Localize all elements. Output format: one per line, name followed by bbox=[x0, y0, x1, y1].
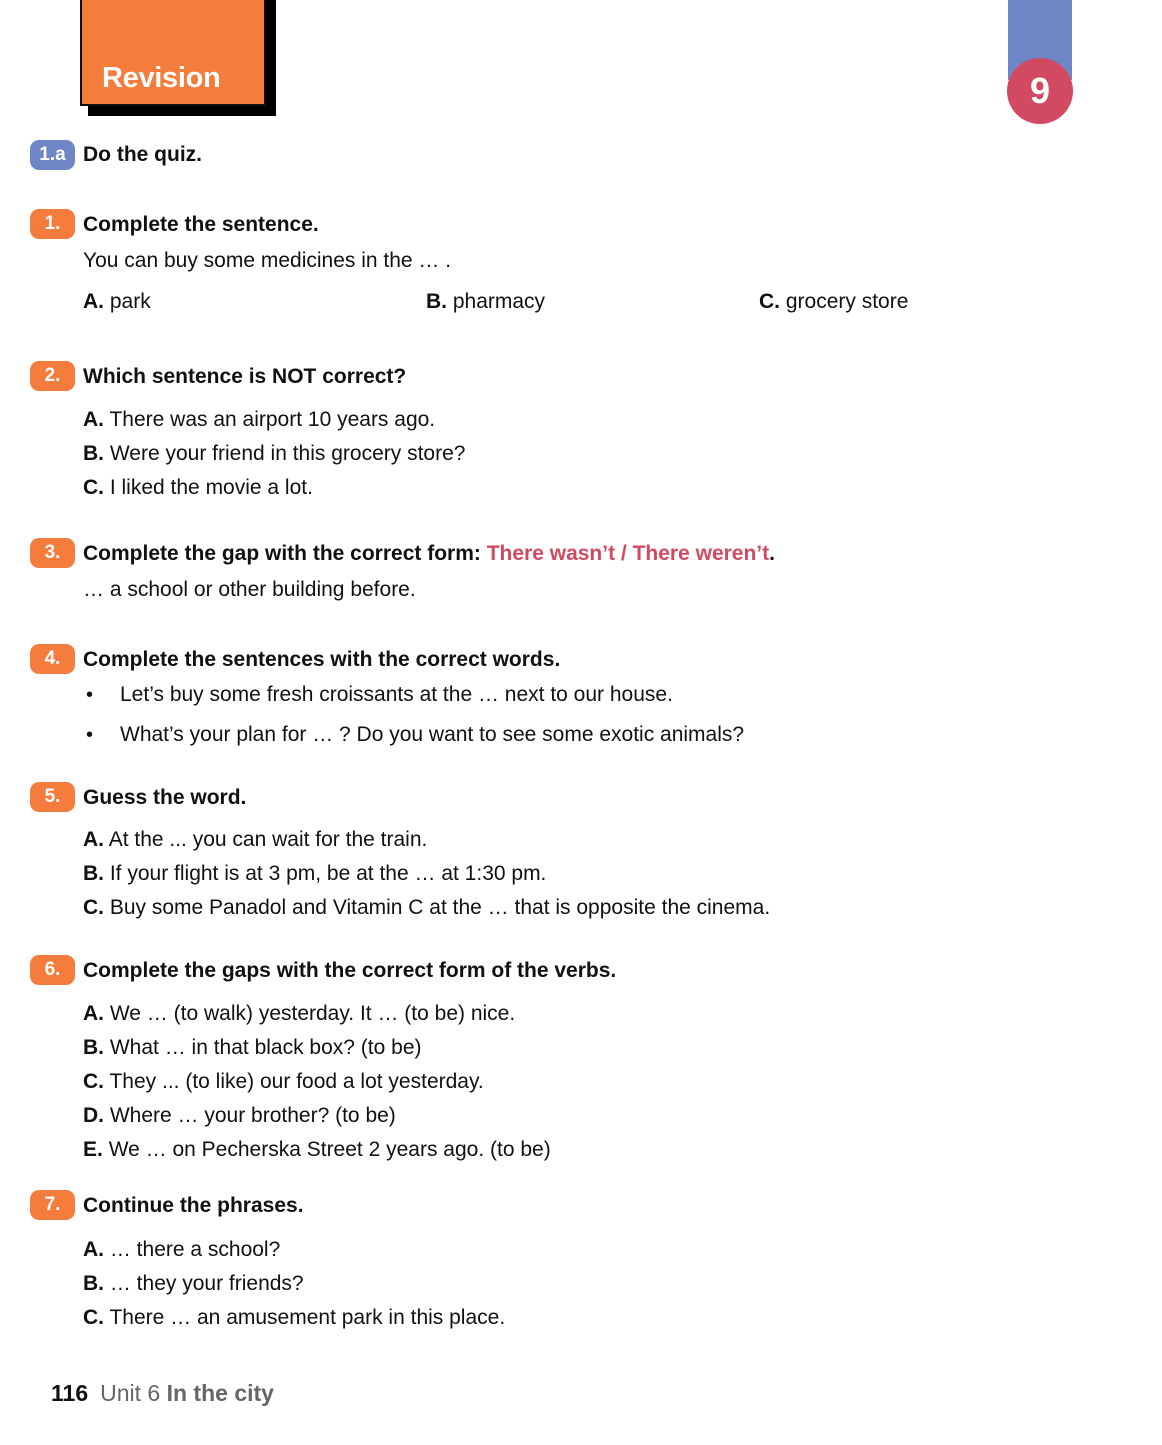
option-2-a: A. There was an airport 10 years ago. bbox=[83, 408, 436, 431]
option-6-c: C. They ... (to like) our food a lot yesterday. bbox=[83, 1070, 484, 1093]
task-badge: 1.a bbox=[30, 140, 75, 170]
option-2-b: B. Were your friend in this grocery store? bbox=[83, 442, 466, 465]
question-prompt-1: You can buy some medicines in the … . bbox=[83, 249, 452, 272]
option-5-a: A. At the ... you can wait for the train. bbox=[83, 828, 428, 851]
page-footer bbox=[51, 1380, 274, 1407]
question-title-3: Complete the gap with the correct form: There wasn’t / There weren’t. bbox=[83, 542, 775, 565]
question-prompt-3: … a school or other building before. bbox=[83, 578, 416, 601]
task-title: Do the quiz. bbox=[83, 143, 202, 166]
option-5-b: B. If your flight is at 3 pm, be at the … at 1:30 pm. bbox=[83, 862, 547, 885]
bullet-sentence-1: Let’s buy some fresh croissants at the … next to our house. bbox=[120, 683, 673, 706]
revision-title: Revision bbox=[102, 62, 221, 94]
page-number: 116 bbox=[51, 1380, 89, 1406]
question-badge-3: 3. bbox=[30, 538, 75, 568]
unit-title: In the city bbox=[166, 1380, 274, 1406]
bullet-sentence-2: What’s your plan for … ? Do you want to see some exotic animals? bbox=[120, 723, 745, 746]
question-title-2: Which sentence is NOT correct? bbox=[83, 365, 407, 388]
option-7-b: B. … they your friends? bbox=[83, 1272, 304, 1295]
question-badge-1: 1. bbox=[30, 209, 75, 239]
option-5-c: C. Buy some Panadol and Vitamin C at the … that is opposite the cinema. bbox=[83, 896, 771, 919]
question-badge-5: 5. bbox=[30, 782, 75, 812]
option-6-a: A. We … (to walk) yesterday. It … (to be) nice. bbox=[83, 1002, 516, 1025]
option-7-a: A. … there a school? bbox=[83, 1238, 281, 1261]
option-1-b: B. pharmacy bbox=[426, 290, 546, 313]
option-1-a: A. park bbox=[83, 290, 151, 313]
question-title-6: Complete the gaps with the correct form of the verbs. bbox=[83, 959, 617, 982]
unit-number-badge: 9 bbox=[1007, 58, 1073, 124]
unit-label: Unit 6 bbox=[100, 1380, 161, 1406]
highlight-phrase: There wasn’t / There weren’t bbox=[486, 542, 770, 565]
revision-tab bbox=[80, 0, 266, 106]
option-6-b: B. What … in that black box? (to be) bbox=[83, 1036, 422, 1059]
question-badge-6: 6. bbox=[30, 955, 75, 985]
option-1-c: C. grocery store bbox=[759, 290, 909, 313]
question-title-7: Continue the phrases. bbox=[83, 1194, 304, 1217]
question-badge-4: 4. bbox=[30, 644, 75, 674]
bullet-icon: • bbox=[86, 684, 94, 706]
option-7-c: C. There … an amusement park in this place. bbox=[83, 1306, 506, 1329]
option-2-c: C. I liked the movie a lot. bbox=[83, 476, 313, 499]
question-badge-7: 7. bbox=[30, 1190, 75, 1220]
question-title-5: Guess the word. bbox=[83, 786, 247, 809]
question-badge-2: 2. bbox=[30, 361, 75, 391]
bullet-icon: • bbox=[86, 724, 94, 746]
option-6-e: E. We … on Pecherska Street 2 years ago. (to be) bbox=[83, 1138, 551, 1161]
question-title-1: Complete the sentence. bbox=[83, 213, 319, 236]
question-title-4: Complete the sentences with the correct words. bbox=[83, 648, 561, 671]
option-6-d: D. Where … your brother? (to be) bbox=[83, 1104, 396, 1127]
